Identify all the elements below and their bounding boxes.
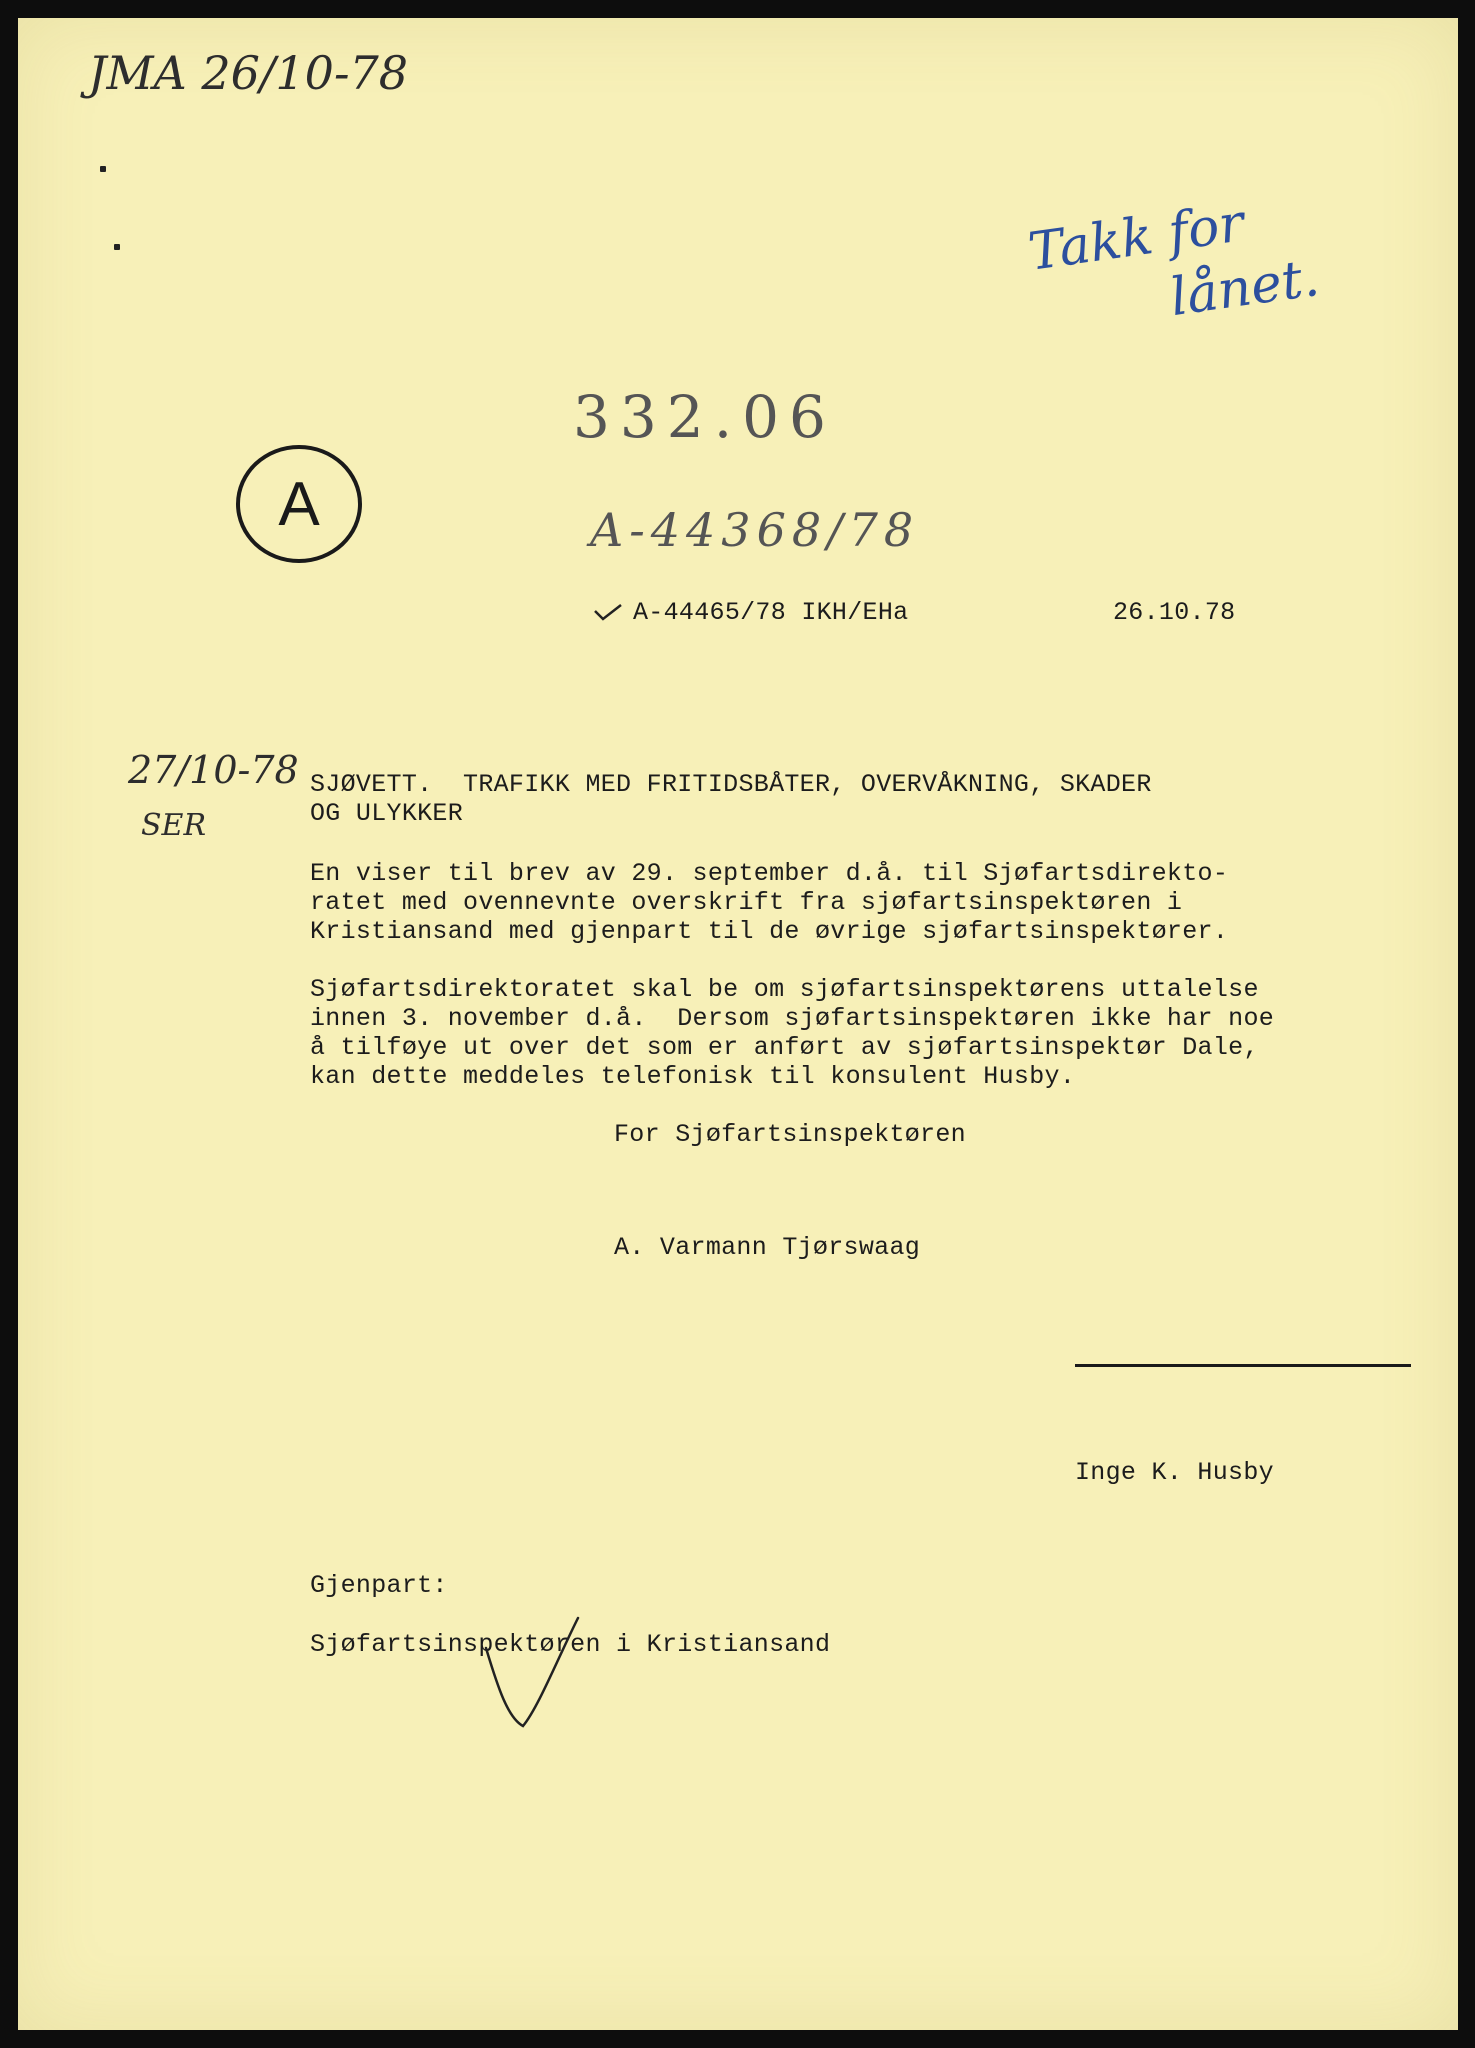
body-line: kan dette meddeles telefonisk til konsulent Husby. bbox=[310, 1062, 1076, 1091]
body-line: Sjøfartsdirektoratet skal be om sjøfartsinspektørens uttalelse bbox=[310, 975, 1259, 1004]
handwritten-check-icon bbox=[478, 1608, 588, 1738]
handwritten-initials-date: JMA 26/10-78 bbox=[88, 46, 409, 100]
copy-recipient: Sjøfartsinspektøren i Kristiansand bbox=[310, 1630, 831, 1659]
handwritten-note-line2: lånet. bbox=[1166, 247, 1323, 329]
signatory-name: A. Varmann Tjørswaag bbox=[614, 1233, 921, 1262]
second-signatory-name: Inge K. Husby bbox=[1075, 1458, 1274, 1487]
document-page bbox=[18, 18, 1458, 2030]
handwritten-received-date: 27/10-78 bbox=[128, 748, 299, 792]
stamp-letter: A bbox=[278, 469, 320, 539]
subject-line-1: SJØVETT. TRAFIKK MED FRITIDSBÅTER, OVERVÅKNING, SKADER bbox=[310, 770, 1152, 799]
handwritten-note-line1: Takk for bbox=[1024, 193, 1248, 283]
signature-for-line: For Sjøfartsinspektøren bbox=[614, 1120, 966, 1149]
handwritten-receiver-initials: SER bbox=[141, 808, 207, 843]
letter-date: 26.10.78 bbox=[1113, 598, 1236, 627]
copy-label: Gjenpart: bbox=[310, 1571, 448, 1600]
margin-mark bbox=[100, 166, 106, 172]
subject-line-2: OG ULYKKER bbox=[310, 799, 464, 828]
handwritten-archive-number: 332.06 bbox=[573, 383, 836, 451]
signature-rule bbox=[1075, 1364, 1411, 1367]
margin-mark bbox=[114, 244, 120, 250]
body-line: ratet med ovennevnte overskrift fra sjøfartsinspektøren i bbox=[310, 888, 1183, 917]
body-line: innen 3. november d.å. Dersom sjøfartsinspektøren ikke har noe bbox=[310, 1004, 1275, 1033]
reference-number: A-44465/78 IKH/EHa bbox=[633, 598, 909, 627]
body-line: Kristiansand med gjenpart til de øvrige sjøfartsinspektører. bbox=[310, 917, 1229, 946]
body-line: En viser til brev av 29. september d.å. til Sjøfartsdirekto- bbox=[310, 859, 1229, 888]
body-line: å tilføye ut over det som er anført av sjøfartsinspektør Dale, bbox=[310, 1033, 1259, 1062]
circled-letter-stamp bbox=[236, 445, 362, 563]
handwritten-reference: A-44368/78 bbox=[590, 503, 920, 557]
check-mark-icon bbox=[593, 603, 623, 623]
